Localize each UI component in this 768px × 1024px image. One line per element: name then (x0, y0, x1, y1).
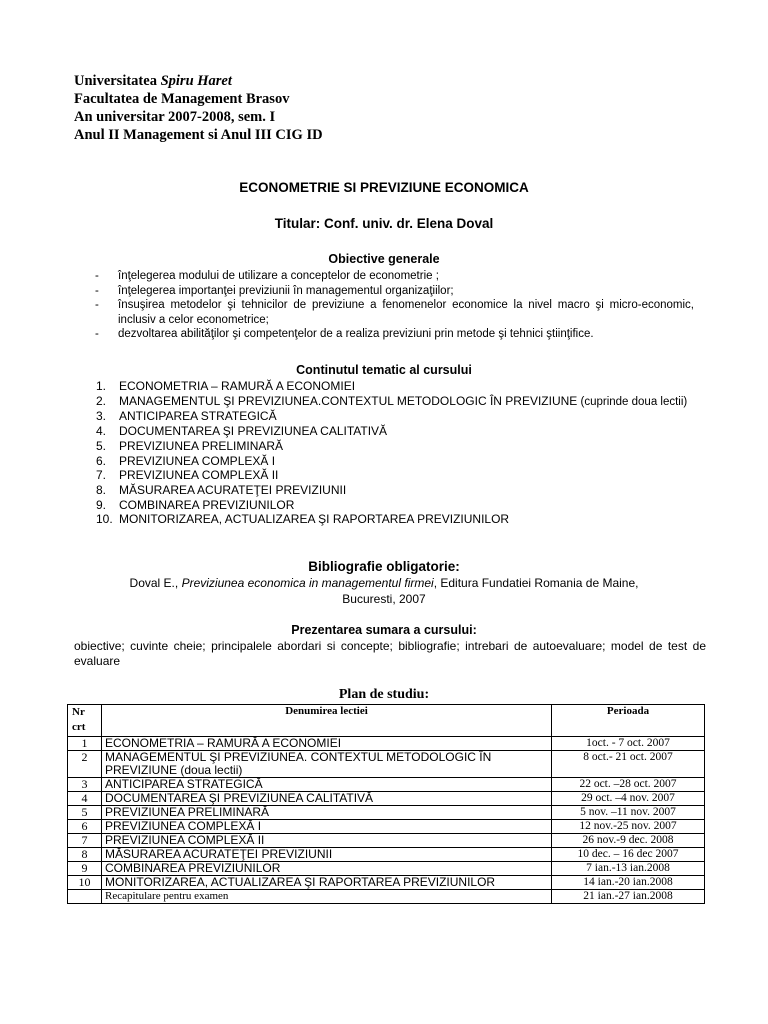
table-row: 7 PREVIZIUNEA COMPLEXĂ II 26 nov.-9 dec. 2008 (68, 834, 705, 848)
content-heading: Continutul tematic al cursului (296, 363, 472, 377)
university-line (74, 72, 323, 90)
university-prefix: Universitatea (74, 73, 161, 89)
column-header-nr: Nr crt (68, 705, 102, 737)
faculty-line: Facultatea de Management Brasov (74, 91, 290, 107)
content-item: 6. PREVIZIUNEA COMPLEXĂ I (96, 453, 276, 468)
table-row: 8 MĂSURAREA ACURATEŢEI PREVIZIUNII 10 dec. – 16 dec 2007 (68, 848, 705, 862)
table-row: 6 PREVIZIUNEA COMPLEXĂ I 12 nov.-25 nov. 2007 (68, 820, 705, 834)
summary-heading: Prezentarea sumara a cursului: (291, 623, 477, 637)
course-title: ECONOMETRIE SI PREVIZIUNE ECONOMICA (239, 180, 529, 195)
content-item: 9. COMBINAREA PREVIZIUNILOR (96, 497, 295, 512)
content-item: 7. PREVIZIUNEA COMPLEXĂ II (96, 468, 279, 483)
objective-item: - înţelegerea modului de utilizare a conceptelor de econometrie ; (95, 270, 439, 282)
content-item: 4. DOCUMENTAREA ŞI PREVIZIUNEA CALITATIVĂ (96, 424, 388, 439)
content-list (96, 379, 706, 527)
table-row: 9 COMBINAREA PREVIZIUNILOR 7 ian.-13 ian.2008 (68, 862, 705, 876)
university-name: Spiru Haret (160, 73, 232, 89)
academic-year-line: An universitar 2007-2008, sem. I (74, 109, 276, 125)
objective-item: - dezvoltarea abilităţilor şi competenţelor de a realiza previziuni prin metode şi tehnici ştiinţifice. (95, 328, 594, 341)
table-row: 4 DOCUMENTAREA ŞI PREVIZIUNEA CALITATIVĂ 29 oct. –4 nov. 2007 (68, 792, 705, 806)
study-plan-table (67, 704, 705, 904)
content-item: 8. MĂSURAREA ACURATEŢEI PREVIZIUNII (96, 482, 347, 497)
column-header-period: Perioada (552, 705, 705, 737)
objectives-list (92, 269, 694, 342)
table-header-row (68, 705, 705, 737)
content-item: 1. ECONOMETRIA – RAMURĂ A ECONOMIEI (96, 379, 356, 393)
table-row: 3 ANTICIPAREA STRATEGICĂ 22 oct. –28 oct. 2007 (68, 778, 705, 792)
table-row: 5 PREVIZIUNEA PRELIMINARĂ 5 nov. –11 nov. 2007 (68, 806, 705, 820)
column-header-lesson: Denumirea lectiei (102, 705, 552, 737)
objective-item: - înţelegerea importanţei previziunii în managementul organizaţiilor; (95, 284, 454, 297)
content-item: 10. MONITORIZAREA, ACTUALIZAREA ŞI RAPORTAREA PREVIZIUNILOR (96, 512, 510, 527)
bibliography-entry: Doval E., Previziunea economica in managementul firmei, Editura Fundatiei Romania de Maine, Bucuresti, 2007 (129, 576, 639, 606)
institution-header (74, 72, 323, 144)
course-titular: Titular: Conf. univ. dr. Elena Doval (274, 216, 494, 231)
objective-item: - însuşirea metodelor şi tehnicilor de previziune a fenomenelor economice la nivel macro şi micro-economic, inclusiv a celor econometrice; (95, 299, 694, 326)
program-line: Anul II Management si Anul III CIG ID (74, 127, 323, 143)
bibliography-heading: Bibliografie obligatorie: (308, 559, 460, 574)
summary-text: obiective; cuvinte cheie; principalele abordari si concepte; bibliografie; intrebari de autoevaluare; model de test de evaluare (74, 639, 706, 668)
content-item: 5. PREVIZIUNEA PRELIMINARĂ (96, 438, 284, 453)
content-item: 2. MANAGEMENTUL ŞI PREVIZIUNEA.CONTEXTUL METODOLOGIC ÎN PREVIZIUNE (cuprinde doua lectii) (96, 393, 688, 408)
table-row-recap: Recapitulare pentru examen 21 ian.-27 ian.2008 (68, 890, 705, 904)
book-title: Previziunea economica in managementul firmei (181, 576, 434, 590)
table-row: 10 MONITORIZAREA, ACTUALIZAREA ŞI RAPORTAREA PREVIZIUNILOR 14 ian.-20 ian.2008 (68, 876, 705, 890)
objectives-heading: Obiective generale (328, 252, 440, 266)
content-item: 3. ANTICIPAREA STRATEGICĂ (96, 409, 277, 424)
study-plan-title: Plan de studiu: (338, 687, 430, 702)
table-row: 2 MANAGEMENTUL ŞI PREVIZIUNEA. CONTEXTUL METODOLOGIC ÎN PREVIZIUNE (doua lectii) 8 oct.- 21 oct. 2007 (68, 751, 705, 778)
table-row: 1 ECONOMETRIA – RAMURĂ A ECONOMIEI 1oct. - 7 oct. 2007 (68, 737, 705, 751)
